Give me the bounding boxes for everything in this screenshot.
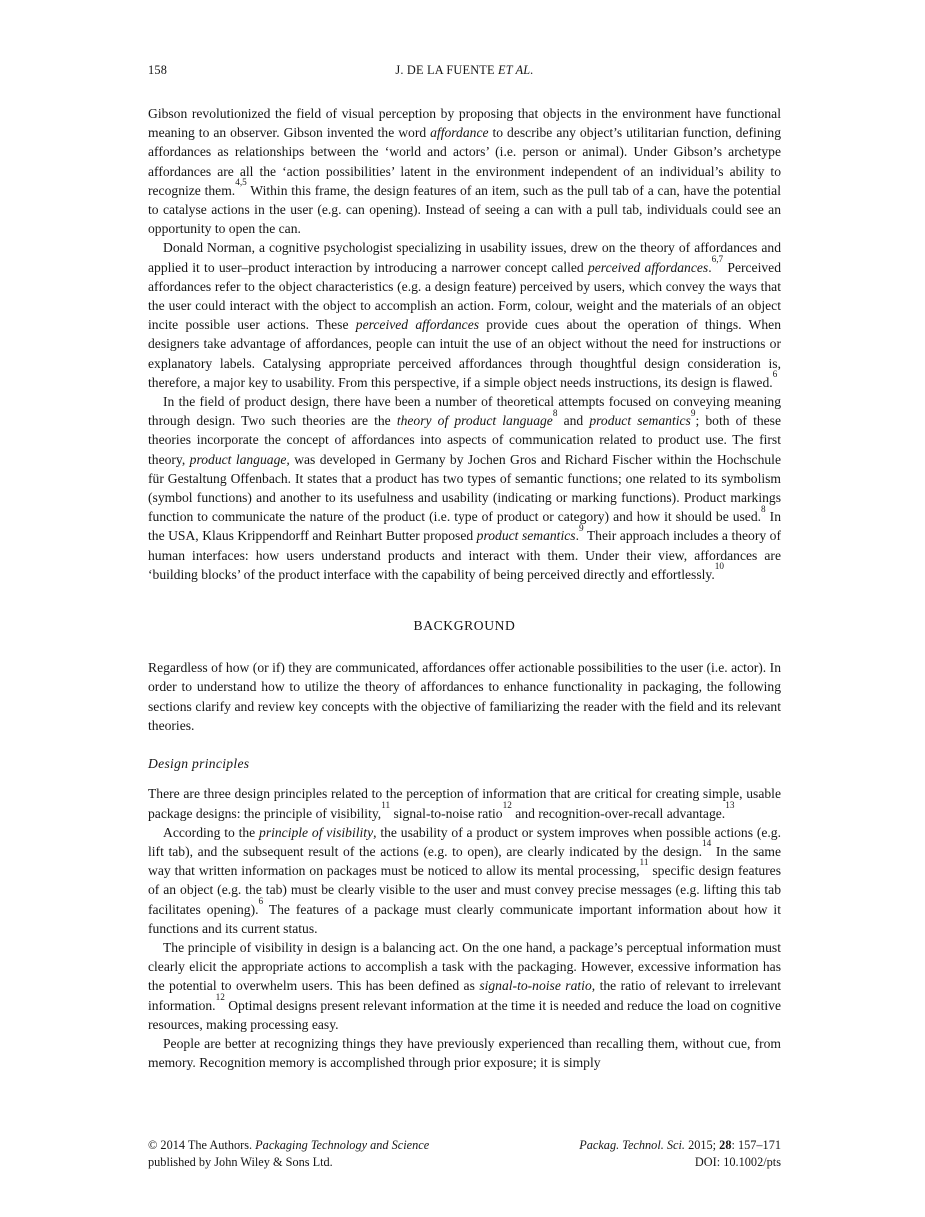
text-run: specific design features of an object (e.g. the tab) must be clearly visible to the user and must convey precise messages (e.g. lifting this tab facilitates opening).	[148, 863, 781, 917]
footer-citation-volume: 28	[719, 1138, 732, 1152]
text-run: , the ratio of relevant to irrelevant information.	[148, 978, 781, 1013]
text-run: The principle of visibility in design is a balancing act. On the one hand, a package’s perceptual information must clearly elicit the appropriate actions to accomplish a task with the packaging. However, excessive information has the potential to overwhelm users. This has been defined as	[148, 939, 781, 994]
text-run: ; both of these theories incorporate the concept of affordances into aspects of communication related to product use. The first theory,	[148, 413, 781, 467]
text-run: signal-to-noise ratio	[390, 805, 503, 821]
text-run: was developed in Germany by Jochen Gros and Richard Fischer within the Hochschule für Gestaltung Offenbach. It states that a product has two types of semantic functions; one related to its symbolism (symbol functions) and another to its usefulness and usability (indicating or marking functions). Product markings function to communicate the nature of the product (i.e. type of product or category) and how it should be used.	[148, 451, 781, 525]
running-head-etal: ET AL.	[498, 63, 534, 77]
subsection-heading: Design principles	[148, 756, 250, 772]
citation-superscript: 9	[690, 407, 696, 418]
text-run: Perceived affordances refer to the object characteristics (e.g. a design feature) perceived by users, which convey the ways that the user could interact with the object to accomplish an action. Form, colour, weight and the materials of an object incite possible user actions. These	[148, 259, 781, 333]
citation-superscript: 8	[552, 407, 558, 418]
citation-superscript: 14	[702, 838, 712, 849]
footer-copyright	[148, 1137, 429, 1171]
citation-superscript: 9	[578, 522, 584, 533]
footer-journal-name: Packaging Technology and Science	[255, 1138, 430, 1152]
citation-superscript: 6	[258, 895, 264, 906]
page-footer	[148, 1137, 781, 1171]
text-run: provide cues about the operation of things. When designers take advantage of affordances, people can intuit the use of an object without the need for instructions or explanatory labels. Catalysing appropriate perceived affordances through thoughtful design consideration is, therefore, a major key to usability. From this perspective, if a simple object needs instructions, its design is flawed.	[148, 317, 782, 390]
paragraph	[148, 938, 781, 1034]
footer-copyright-text: © 2014 The Authors.	[148, 1138, 256, 1152]
text-run: perceived affordances	[587, 259, 709, 275]
paragraph	[148, 823, 781, 938]
page-header	[148, 63, 781, 78]
text-run: Optimal designs present relevant information at the time it is needed and reduce the load on cognitive resources, making processing easy.	[148, 997, 781, 1032]
footer-citation-year: 2015;	[685, 1138, 720, 1152]
text-run: and recognition-over-recall advantage.	[511, 805, 726, 821]
text-run: Gibson revolutionized the field of visual perception by proposing that objects in the environment have functional meaning to an observer. Gibson invented the word	[148, 106, 781, 141]
text-run: Regardless of how (or if) they are communicated, affordances offer actionable possibilities to the user (i.e. actor). In order to understand how to utilize the theory of affordances to enhance functionality in packaging, the following sections clarify and review key concepts with the objective of familiarizing the reader with the field and its relevant theories.	[148, 660, 781, 733]
text-run: product semantics	[589, 413, 691, 429]
text-run: product language,	[189, 451, 290, 467]
text-run: theory of product language	[396, 413, 553, 429]
footer-citation	[579, 1137, 781, 1171]
text-run: The features of a package must clearly communicate important information about how it functions and its current status.	[148, 901, 781, 936]
text-run: In the same way that written information on packages must be noticed to allow its mental processing,	[148, 843, 781, 879]
citation-superscript: 10	[714, 561, 724, 572]
text-run: affordance	[430, 125, 489, 141]
footer-doi: DOI: 10.1002/pts	[694, 1154, 781, 1169]
paragraph	[148, 784, 781, 822]
text-run: In the field of product design, there have been a number of theoretical attempts focused on conveying meaning through design. Two such theories are the	[148, 394, 781, 429]
footer-journal-abbrev: Packag. Technol. Sci.	[579, 1138, 685, 1152]
citation-superscript: 12	[502, 799, 512, 810]
text-run: perceived affordances	[355, 317, 480, 333]
paragraph	[148, 238, 781, 392]
citation-superscript: 11	[381, 799, 391, 810]
paragraph	[148, 658, 781, 735]
text-run: principle of visibility	[259, 824, 374, 840]
text-run: Their approach includes a theory of human interfaces: how users understand products and interact with them. Under their view, affordances are ‘building blocks’ of the product interface with the capability of being perceived directly and effortlessly.	[148, 528, 781, 582]
text-run: People are better at recognizing things they have previously experienced than recalling them, without cue, from memory. Recognition memory is accomplished through prior exposure; it is simply	[148, 1035, 781, 1071]
footer-copyright-line2: published by John Wiley & Sons Ltd.	[148, 1154, 333, 1169]
citation-superscript: 6	[772, 369, 778, 380]
running-head-authors: J. DE LA FUENTE	[395, 63, 498, 77]
citation-superscript: 11	[639, 857, 649, 868]
text-run: product semantics	[476, 528, 576, 544]
citation-superscript: 12	[215, 991, 225, 1002]
text-run: .	[708, 259, 712, 275]
citation-superscript: 4,5	[235, 177, 247, 188]
citation-superscript: 6,7	[711, 253, 724, 264]
text-run: and	[557, 413, 590, 429]
footer-citation-line1	[579, 1137, 781, 1154]
text-run: Donald Norman, a cognitive psychologist specializing in usability issues, drew on the theory of affordances and applied it to user–product interaction by introducing a narrower concept called	[148, 240, 781, 275]
text-run: signal-to-noise ratio	[479, 978, 592, 994]
citation-superscript: 8	[761, 503, 766, 514]
paragraph	[148, 104, 781, 238]
text-run: According to the	[163, 824, 260, 840]
paragraph	[148, 1034, 781, 1072]
footer-copyright-line1	[148, 1137, 429, 1154]
text-run: There are three design principles related to the perception of information that are critical for creating simple, usable package designs: the principle of visibility,	[148, 786, 781, 821]
text-run: , the usability of a product or system improves when possible actions (e.g. lift tab), and the subsequent result of the actions (e.g. to open), are clearly indicated by the design.	[148, 824, 781, 859]
text-run: Within this frame, the design features of an item, such as the pull tab of a can, have the potential to catalyse actions in the user (e.g. can opening). Instead of seeing a can with a pull tab, individuals could see an opportunity to open the can.	[148, 182, 781, 237]
text-run: In the USA, Klaus Krippendorff and Reinhart Butter proposed	[148, 509, 781, 544]
running-head	[395, 63, 533, 77]
text-run: to describe any object’s utilitarian function, defining affordances as relationships between the ‘world and actors’ (i.e. person or animal). Under Gibson’s archetype affordances are all the ‘action possibilities’ latent in the environment independent of an individual’s ability to recognize them.	[148, 125, 781, 198]
text-run: .	[575, 528, 579, 544]
footer-citation-pages: : 157–171	[731, 1138, 781, 1152]
citation-superscript: 13	[725, 799, 735, 810]
page-number: 158	[148, 63, 168, 77]
section-heading: BACKGROUND	[413, 618, 516, 634]
article-body	[148, 104, 781, 1072]
paragraph	[148, 392, 781, 584]
